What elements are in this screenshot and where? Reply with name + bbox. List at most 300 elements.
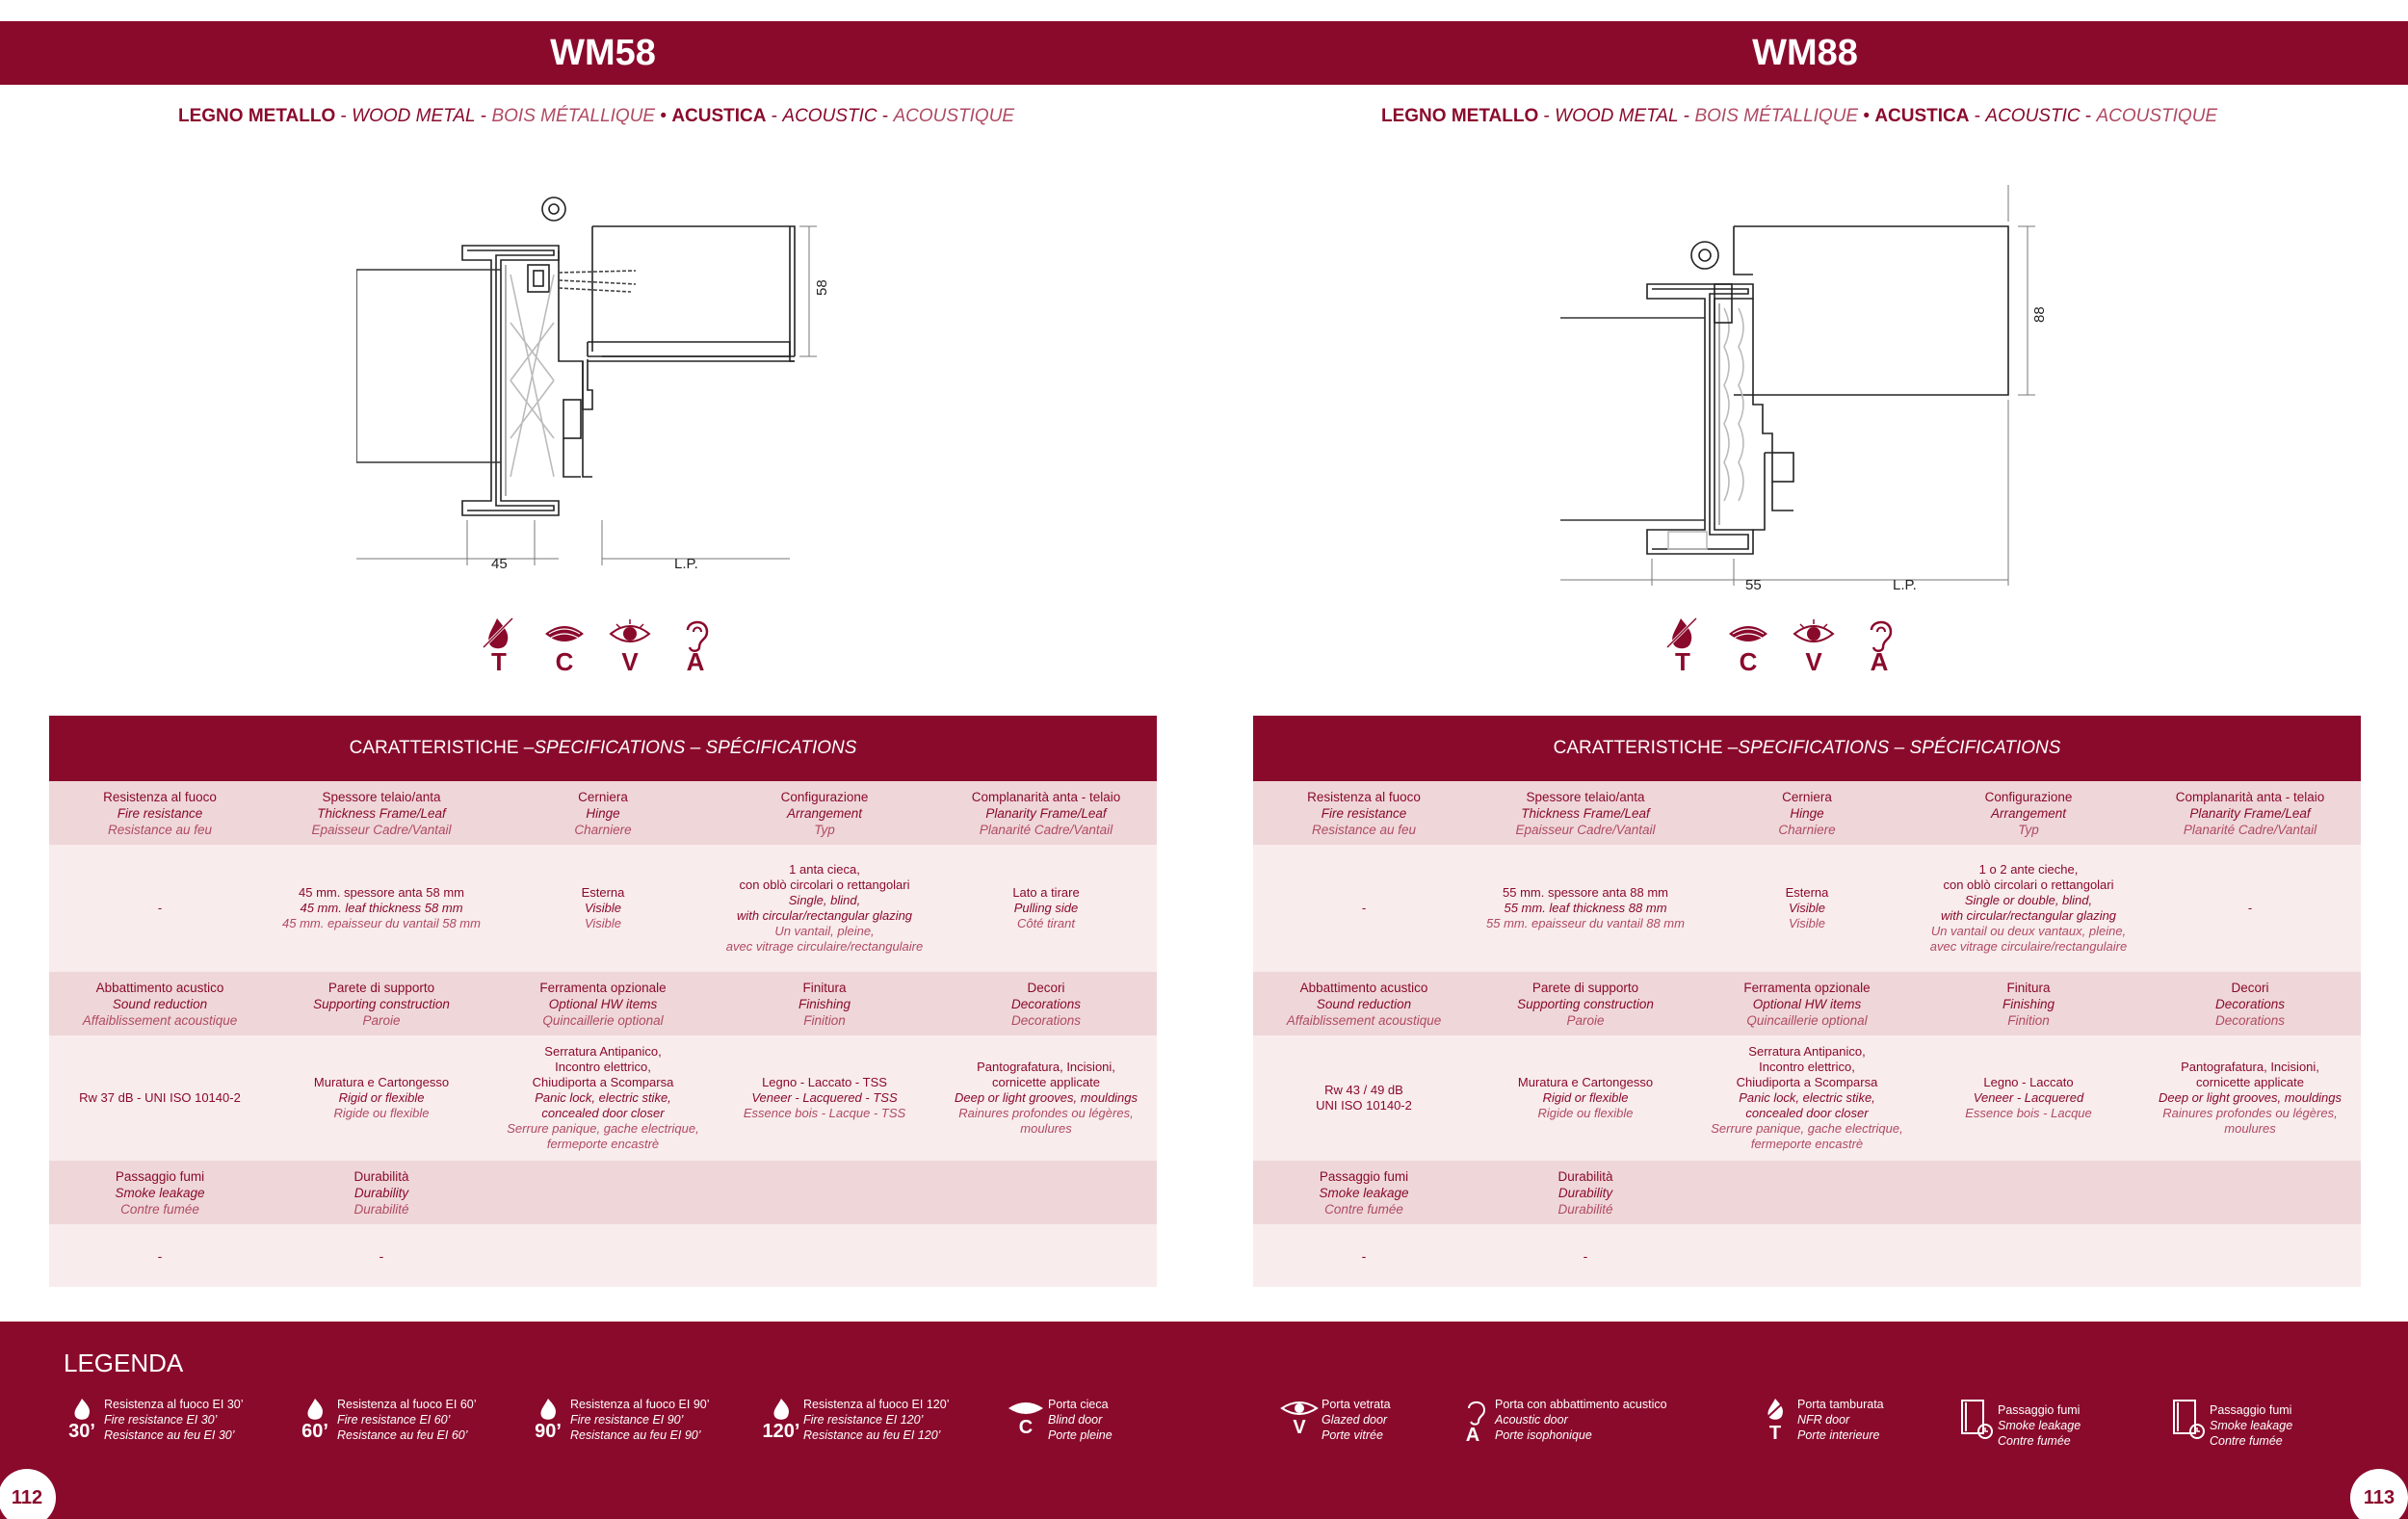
legend-line-it: Resistenza al fuoco EI 120’ bbox=[803, 1398, 950, 1411]
table-cell bbox=[49, 845, 271, 972]
table-cell bbox=[1253, 1161, 1475, 1224]
dim-thickness: 88 bbox=[2031, 306, 2048, 323]
cell-line: Pantografatura, Incisioni, bbox=[977, 1060, 1115, 1074]
cell-line: Finishing bbox=[798, 996, 851, 1011]
cell-line: Charniere bbox=[574, 822, 632, 837]
table-cell bbox=[1918, 972, 2139, 1035]
cell-line: Cerniera bbox=[1782, 789, 1832, 804]
door-section-drawing-wm88 bbox=[1560, 183, 2061, 597]
cell-line: Fire resistance bbox=[1321, 805, 1407, 821]
legend-line-it: Resistenza al fuoco EI 60’ bbox=[337, 1398, 477, 1411]
legend-text bbox=[2210, 1402, 2292, 1449]
cell-line: Paroie bbox=[362, 1012, 401, 1028]
table-cell bbox=[1696, 972, 1918, 1035]
feature-icons-right bbox=[1650, 615, 1912, 677]
cell-line: with circular/rectangular glazing bbox=[1940, 908, 2117, 923]
cell-line: Legno - Laccato bbox=[1983, 1075, 2074, 1089]
legend-bar bbox=[0, 1322, 2408, 1519]
cell-line: Ferramenta opzionale bbox=[539, 980, 667, 995]
subtitle-fr2: ACOUSTIQUE bbox=[2096, 106, 2218, 126]
cell-line: Visible bbox=[1788, 901, 1826, 915]
cell-line: Quincaillerie optional bbox=[542, 1012, 664, 1028]
cell-line: Finitura bbox=[802, 980, 847, 995]
cell-line: Essence bois - Lacque bbox=[1965, 1106, 2092, 1120]
cell-line: Durabilità bbox=[353, 1168, 409, 1184]
spec-table-left bbox=[49, 716, 1157, 1287]
legend-text bbox=[1495, 1397, 1667, 1443]
subtitle-sep: - bbox=[1969, 106, 1986, 126]
table-cell bbox=[492, 1035, 714, 1161]
table-cell bbox=[1918, 781, 2139, 845]
table-cell bbox=[271, 1161, 492, 1224]
table-cell bbox=[271, 1224, 492, 1287]
table-cell bbox=[714, 1161, 935, 1224]
cell-line: Single or double, blind, bbox=[1964, 893, 2093, 907]
cell-line: Panic lock, electric stike, bbox=[1739, 1090, 1875, 1105]
table-cell bbox=[1475, 972, 1696, 1035]
page-number-right: 113 bbox=[2350, 1469, 2408, 1519]
nfr-door-icon bbox=[1757, 1397, 1793, 1443]
table-cell bbox=[2139, 1035, 2361, 1161]
cell-line: Durability bbox=[353, 1185, 409, 1200]
cell-line: Lato a tirare bbox=[1012, 885, 1080, 900]
icon-letter: T bbox=[491, 647, 507, 676]
cell-line: Serrure panique, gache electrique, bbox=[1711, 1121, 1903, 1136]
cell-line: Pulling side bbox=[1013, 901, 1079, 915]
cell-line: 45 mm. leaf thickness 58 mm bbox=[300, 901, 463, 915]
cell-line: Deep or light grooves, mouldings bbox=[954, 1090, 1139, 1105]
cell-line: Contre fumée bbox=[1324, 1201, 1403, 1217]
table-row bbox=[1253, 1161, 2361, 1224]
table-cell bbox=[1253, 781, 1475, 845]
legend-item bbox=[1008, 1397, 1112, 1443]
icon-letter: V bbox=[1805, 647, 1822, 676]
table-row bbox=[49, 1035, 1157, 1161]
table-cell bbox=[49, 1035, 271, 1161]
cell-line: Pantografatura, Incisioni, bbox=[2181, 1060, 2319, 1074]
cell-line: Serrure panique, gache electrique, bbox=[507, 1121, 699, 1136]
smoke-door-2-icon bbox=[2169, 1397, 2206, 1439]
dim-frame: 55 bbox=[1745, 577, 1762, 593]
table-cell bbox=[1475, 1161, 1696, 1224]
cell-line: Legno - Laccato - TSS bbox=[762, 1075, 887, 1089]
legend-line-fr: Contre fumée bbox=[1998, 1434, 2071, 1448]
subtitle-dot: • bbox=[1858, 106, 1875, 126]
table-cell bbox=[935, 972, 1157, 1035]
icon-letter: T bbox=[1675, 647, 1690, 676]
table-cell bbox=[49, 1224, 271, 1287]
cell-line: Esterna bbox=[1785, 885, 1829, 900]
cell-line: Finishing bbox=[2002, 996, 2055, 1011]
cell-line: - bbox=[1361, 901, 1367, 915]
legend-line-it: Passaggio fumi bbox=[2210, 1403, 2292, 1417]
table-cell bbox=[1475, 845, 1696, 972]
table-cell bbox=[935, 781, 1157, 845]
table-row bbox=[1253, 1035, 2361, 1161]
blind-icon-cell bbox=[1715, 615, 1781, 677]
cell-line: moulures bbox=[1020, 1121, 1072, 1136]
glazed-icon-cell bbox=[1781, 615, 1846, 677]
table-row bbox=[49, 1224, 1157, 1287]
legend-icon-label: 60’ bbox=[301, 1421, 328, 1442]
legend-line-it: Porta cieca bbox=[1048, 1398, 1109, 1411]
table-cell bbox=[1696, 845, 1918, 972]
cell-line: Typ bbox=[2018, 822, 2039, 837]
spec-title-en: SPECIFICATIONS – SPÉCIFICATIONS bbox=[1738, 738, 2061, 758]
cell-line: Serratura Antipanico, bbox=[1748, 1044, 1866, 1059]
cell-line: Veneer - Lacquered bbox=[1973, 1090, 2084, 1105]
cell-line: Un vantail, pleine, bbox=[774, 924, 875, 938]
subtitle-sep: - bbox=[475, 106, 492, 126]
cell-line: Muratura e Cartongesso bbox=[1517, 1075, 1654, 1089]
legend-icon-label: 90’ bbox=[535, 1421, 562, 1442]
cell-line: Rw 37 dB - UNI ISO 10140-2 bbox=[79, 1090, 241, 1105]
cell-line: Optional HW items bbox=[548, 996, 658, 1011]
legend-line-fr: Porte interieure bbox=[1797, 1428, 1880, 1442]
legend-text bbox=[803, 1397, 949, 1443]
legend-line-fr: Resistance au feu EI 30’ bbox=[104, 1428, 235, 1442]
cell-line: Charniere bbox=[1778, 822, 1836, 837]
table-row bbox=[1253, 1224, 2361, 1287]
cell-line: Planarité Cadre/Vantail bbox=[2183, 822, 2317, 837]
cell-line: Ferramenta opzionale bbox=[1743, 980, 1871, 995]
cell-line: Parete di supporto bbox=[1531, 980, 1639, 995]
cell-line: Chiudiporta a Scomparsa bbox=[532, 1075, 674, 1089]
legend-line-fr: Porte isophonique bbox=[1495, 1428, 1592, 1442]
legend-item bbox=[64, 1397, 244, 1443]
dim-lp: L.P. bbox=[674, 556, 698, 572]
cell-line: Smoke leakage bbox=[115, 1185, 205, 1200]
cell-line: avec vitrage circulaire/rectangulaire bbox=[725, 939, 924, 954]
icon-letter: A bbox=[1870, 647, 1889, 676]
table-row bbox=[1253, 845, 2361, 972]
cell-line: Durabilité bbox=[353, 1201, 409, 1217]
cell-line: - bbox=[2247, 901, 2253, 915]
cell-line: Supporting construction bbox=[313, 996, 450, 1011]
table-cell bbox=[1253, 972, 1475, 1035]
table-cell bbox=[492, 1224, 714, 1287]
legend-line-en: Smoke leakage bbox=[1998, 1419, 2081, 1432]
page-title-right bbox=[1202, 21, 2408, 85]
table-cell bbox=[1253, 1035, 1475, 1161]
nfr-icon-cell bbox=[466, 615, 532, 677]
icon-letter: V bbox=[621, 647, 639, 676]
icon-letter: C bbox=[555, 647, 574, 676]
cell-line: cornicette applicate bbox=[991, 1075, 1100, 1089]
cell-line: Essence bois - Lacque - TSS bbox=[743, 1106, 906, 1120]
subtitle-sep: - bbox=[1538, 106, 1556, 126]
table-cell bbox=[935, 845, 1157, 972]
table-row bbox=[49, 781, 1157, 845]
dim-frame: 45 bbox=[491, 556, 508, 572]
nfr-icon-cell bbox=[1650, 615, 1715, 677]
legend-line-en: Acoustic door bbox=[1495, 1413, 1568, 1427]
table-cell bbox=[935, 1224, 1157, 1287]
legend-line-en: NFR door bbox=[1797, 1413, 1850, 1427]
cell-line: Single, blind, bbox=[788, 893, 861, 907]
cell-line: Resistenza al fuoco bbox=[1307, 789, 1421, 804]
spec-table-title bbox=[49, 716, 1157, 781]
cell-line: Rainures profondes ou légères, bbox=[2162, 1106, 2338, 1120]
cell-line: con oblò circolari o rettangolari bbox=[739, 877, 910, 892]
cell-line: Deep or light grooves, mouldings bbox=[2158, 1090, 2343, 1105]
subtitle-right bbox=[1381, 106, 2217, 127]
table-cell bbox=[271, 845, 492, 972]
spec-title-en: SPECIFICATIONS – SPÉCIFICATIONS bbox=[534, 738, 857, 758]
legend-text bbox=[1048, 1397, 1112, 1443]
cell-line: 1 o 2 ante cieche, bbox=[1978, 862, 2079, 877]
legend-item bbox=[2169, 1397, 2292, 1449]
table-cell bbox=[714, 972, 935, 1035]
cell-line: Sound reduction bbox=[112, 996, 208, 1011]
spec-table-title bbox=[1253, 716, 2361, 781]
cell-line: Passaggio fumi bbox=[115, 1168, 205, 1184]
cell-line: Thickness Frame/Leaf bbox=[317, 805, 446, 821]
legend-line-fr: Contre fumée bbox=[2210, 1434, 2283, 1448]
subtitle-en: WOOD METAL bbox=[1555, 106, 1679, 126]
page-number-left: 112 bbox=[0, 1469, 56, 1519]
table-cell bbox=[1696, 1224, 1918, 1287]
cell-line: - bbox=[379, 1247, 384, 1264]
legend-line-fr: Porte vitrée bbox=[1322, 1428, 1383, 1442]
table-cell bbox=[1918, 1224, 2139, 1287]
cell-line: Epaisseur Cadre/Vantail bbox=[1515, 822, 1656, 837]
table-cell bbox=[1918, 1161, 2139, 1224]
cell-line: Finitura bbox=[2006, 980, 2051, 995]
cell-line: Abbattimento acustico bbox=[1299, 980, 1428, 995]
cell-line: Durabilità bbox=[1557, 1168, 1613, 1184]
table-cell bbox=[49, 781, 271, 845]
cell-line: Complanarità anta - telaio bbox=[971, 789, 1121, 804]
cell-line: Affaiblissement acoustique bbox=[1286, 1012, 1442, 1028]
cell-line: Hinge bbox=[586, 805, 620, 821]
cell-line: Rigide ou flexible bbox=[333, 1106, 430, 1120]
legend-line-fr: Resistance au feu EI 90’ bbox=[570, 1428, 701, 1442]
cell-line: Arrangement bbox=[786, 805, 863, 821]
legend-item bbox=[530, 1397, 710, 1443]
cell-line: Decorations bbox=[1010, 1012, 1082, 1028]
cell-line: - bbox=[1583, 1247, 1588, 1264]
cell-line: Spessore telaio/anta bbox=[1526, 789, 1645, 804]
table-cell bbox=[1253, 1224, 1475, 1287]
glazed-icon-cell bbox=[597, 615, 663, 677]
door-section-drawing-wm58 bbox=[356, 188, 857, 583]
legend-item bbox=[1454, 1397, 1667, 1445]
cell-line: Sound reduction bbox=[1316, 996, 1412, 1011]
subtitle-en: WOOD METAL bbox=[352, 106, 476, 126]
cell-line: Durability bbox=[1557, 1185, 1613, 1200]
table-cell bbox=[492, 845, 714, 972]
subtitle-sep: - bbox=[1678, 106, 1695, 126]
cell-line: Configurazione bbox=[1984, 789, 2073, 804]
cell-line: Visible bbox=[584, 916, 622, 930]
table-cell bbox=[2139, 845, 2361, 972]
cell-line: Resistance au feu bbox=[1311, 822, 1417, 837]
cell-line: Abbattimento acustico bbox=[95, 980, 224, 995]
cell-line: - bbox=[157, 901, 163, 915]
legend-line-fr: Resistance au feu EI 60’ bbox=[337, 1428, 468, 1442]
legend-icon-label: C bbox=[1018, 1417, 1034, 1438]
legend-line-it: Porta con abbattimento acustico bbox=[1495, 1398, 1667, 1411]
legend-line-it: Resistenza al fuoco EI 90’ bbox=[570, 1398, 710, 1411]
legend-text bbox=[1998, 1402, 2081, 1449]
legend-item bbox=[1757, 1397, 1884, 1443]
subtitle-sep: - bbox=[2080, 106, 2097, 126]
legend-item bbox=[1957, 1397, 2081, 1449]
table-cell bbox=[1475, 781, 1696, 845]
legend-text bbox=[104, 1397, 244, 1443]
legend-line-fr: Resistance au feu EI 120’ bbox=[803, 1428, 941, 1442]
table-row bbox=[49, 972, 1157, 1035]
cell-line: Hinge bbox=[1790, 805, 1824, 821]
cell-line: avec vitrage circulaire/rectangulaire bbox=[1929, 939, 2128, 954]
cell-line: Decori bbox=[1027, 980, 1065, 995]
table-row bbox=[1253, 781, 2361, 845]
table-cell bbox=[271, 972, 492, 1035]
subtitle-it: LEGNO METALLO bbox=[178, 106, 336, 126]
cell-line: Un vantail ou deux vantaux, pleine, bbox=[1930, 924, 2127, 938]
cell-line: Decorations bbox=[1010, 996, 1082, 1011]
blind-door-icon bbox=[1008, 1397, 1044, 1437]
cell-line: Thickness Frame/Leaf bbox=[1521, 805, 1650, 821]
subtitle-en2: ACOUSTIC bbox=[1985, 106, 2081, 126]
cell-line: Typ bbox=[814, 822, 835, 837]
table-cell bbox=[714, 1035, 935, 1161]
dim-lp: L.P. bbox=[1893, 577, 1917, 593]
cell-line: Muratura e Cartongesso bbox=[313, 1075, 450, 1089]
feature-icons-left bbox=[466, 615, 728, 677]
cell-line: Planarity Frame/Leaf bbox=[2189, 805, 2311, 821]
cell-line: Finition bbox=[2007, 1012, 2050, 1028]
legend-text bbox=[1797, 1397, 1884, 1443]
cell-line: Panic lock, electric stike, bbox=[535, 1090, 671, 1105]
table-row bbox=[49, 845, 1157, 972]
acoustic-icon-cell bbox=[1846, 615, 1912, 677]
cell-line: Rigid or flexible bbox=[338, 1090, 425, 1105]
cell-line: Cerniera bbox=[578, 789, 628, 804]
legend-icon-label: V bbox=[1293, 1417, 1306, 1438]
spec-table-right bbox=[1253, 716, 2361, 1287]
cell-line: Rw 43 / 49 dB bbox=[1324, 1083, 1403, 1097]
cell-line: Configurazione bbox=[780, 789, 869, 804]
legend-text bbox=[570, 1397, 710, 1443]
table-cell bbox=[2139, 781, 2361, 845]
cell-line: 55 mm. leaf thickness 88 mm bbox=[1504, 901, 1667, 915]
table-row bbox=[49, 1161, 1157, 1224]
legend-icon-label: 30’ bbox=[68, 1421, 95, 1442]
table-cell bbox=[1696, 1035, 1918, 1161]
cell-line: Decorations bbox=[2214, 996, 2286, 1011]
cell-line: cornicette applicate bbox=[2195, 1075, 2304, 1089]
table-cell bbox=[1475, 1035, 1696, 1161]
fire-60-icon bbox=[297, 1397, 333, 1441]
cell-line: Incontro elettrico, bbox=[1759, 1060, 1855, 1074]
acoustic-icon-cell bbox=[663, 615, 728, 677]
legend-line-en: Smoke leakage bbox=[2210, 1419, 2293, 1432]
subtitle-it: LEGNO METALLO bbox=[1381, 106, 1539, 126]
legend-line-fr: Porte pleine bbox=[1048, 1428, 1112, 1442]
cell-line: Rigid or flexible bbox=[1542, 1090, 1629, 1105]
table-cell bbox=[2139, 1224, 2361, 1287]
table-cell bbox=[714, 781, 935, 845]
legend-text bbox=[337, 1397, 477, 1443]
model-title: WM58 bbox=[550, 32, 656, 73]
cell-line: Parete di supporto bbox=[327, 980, 435, 995]
cell-line: - bbox=[157, 1247, 163, 1264]
cell-line: 55 mm. spessore anta 88 mm bbox=[1503, 885, 1668, 900]
table-cell bbox=[935, 1161, 1157, 1224]
subtitle-en2: ACOUSTIC bbox=[782, 106, 877, 126]
subtitle-fr2: ACOUSTIQUE bbox=[893, 106, 1015, 126]
cell-line: Fire resistance bbox=[117, 805, 203, 821]
page-title-left bbox=[0, 21, 1206, 85]
cell-line: Decori bbox=[2231, 980, 2269, 995]
cell-line: Planarité Cadre/Vantail bbox=[979, 822, 1113, 837]
subtitle-it2: ACUSTICA bbox=[1874, 106, 1970, 126]
legend-item bbox=[1281, 1397, 1391, 1443]
legend-line-en: Fire resistance EI 90’ bbox=[570, 1413, 684, 1427]
subtitle-sep: - bbox=[877, 106, 894, 126]
cell-line: Contre fumée bbox=[120, 1201, 199, 1217]
table-cell bbox=[492, 1161, 714, 1224]
table-cell bbox=[714, 845, 935, 972]
cell-line: moulures bbox=[2224, 1121, 2276, 1136]
cell-line: Côté tirant bbox=[1017, 916, 1075, 930]
smoke-door-1-icon bbox=[1957, 1397, 1994, 1439]
legend-line-it: Resistenza al fuoco EI 30’ bbox=[104, 1398, 244, 1411]
legend-line-en: Fire resistance EI 60’ bbox=[337, 1413, 451, 1427]
legend-line-en: Glazed door bbox=[1322, 1413, 1388, 1427]
cell-line: Paroie bbox=[1566, 1012, 1605, 1028]
cell-line: Visible bbox=[584, 901, 622, 915]
table-cell bbox=[492, 781, 714, 845]
cell-line: UNI ISO 10140-2 bbox=[1316, 1098, 1412, 1113]
legend-line-it: Porta vetrata bbox=[1322, 1398, 1391, 1411]
cell-line: Planarity Frame/Leaf bbox=[985, 805, 1107, 821]
table-cell bbox=[1918, 845, 2139, 972]
legend-icon-label: T bbox=[1768, 1423, 1782, 1444]
cell-line: 1 anta cieca, bbox=[789, 862, 860, 877]
table-cell bbox=[271, 781, 492, 845]
cell-line: 45 mm. epaisseur du vantail 58 mm bbox=[282, 916, 481, 930]
fire-120-icon bbox=[763, 1397, 799, 1441]
cell-line: fermeporte encastrè bbox=[546, 1137, 660, 1151]
table-cell bbox=[492, 972, 714, 1035]
cell-line: Spessore telaio/anta bbox=[322, 789, 441, 804]
cell-line: Incontro elettrico, bbox=[555, 1060, 651, 1074]
dim-thickness: 58 bbox=[814, 279, 830, 296]
cell-line: fermeporte encastrè bbox=[1750, 1137, 1864, 1151]
subtitle-fr: BOIS MÉTALLIQUE bbox=[491, 106, 656, 126]
legend-item bbox=[763, 1397, 949, 1443]
legend-line-en: Blind door bbox=[1048, 1413, 1103, 1427]
legend-title: LEGENDA bbox=[64, 1349, 184, 1377]
subtitle-fr: BOIS MÉTALLIQUE bbox=[1694, 106, 1859, 126]
cell-line: concealed door closer bbox=[541, 1106, 665, 1120]
cell-line: Chiudiporta a Scomparsa bbox=[1736, 1075, 1878, 1089]
spec-title-it: CARATTERISTICHE – bbox=[1553, 738, 1739, 758]
table-cell bbox=[271, 1035, 492, 1161]
legend-line-it: Passaggio fumi bbox=[1998, 1403, 2081, 1417]
icon-letter: C bbox=[1739, 647, 1758, 676]
legend-text bbox=[1322, 1397, 1391, 1443]
legend-line-en: Fire resistance EI 120’ bbox=[803, 1413, 924, 1427]
cell-line: Durabilité bbox=[1557, 1201, 1613, 1217]
glazed-door-icon bbox=[1281, 1397, 1318, 1437]
cell-line: Passaggio fumi bbox=[1319, 1168, 1409, 1184]
cell-line: Arrangement bbox=[1990, 805, 2067, 821]
legend-line-en: Fire resistance EI 30’ bbox=[104, 1413, 218, 1427]
